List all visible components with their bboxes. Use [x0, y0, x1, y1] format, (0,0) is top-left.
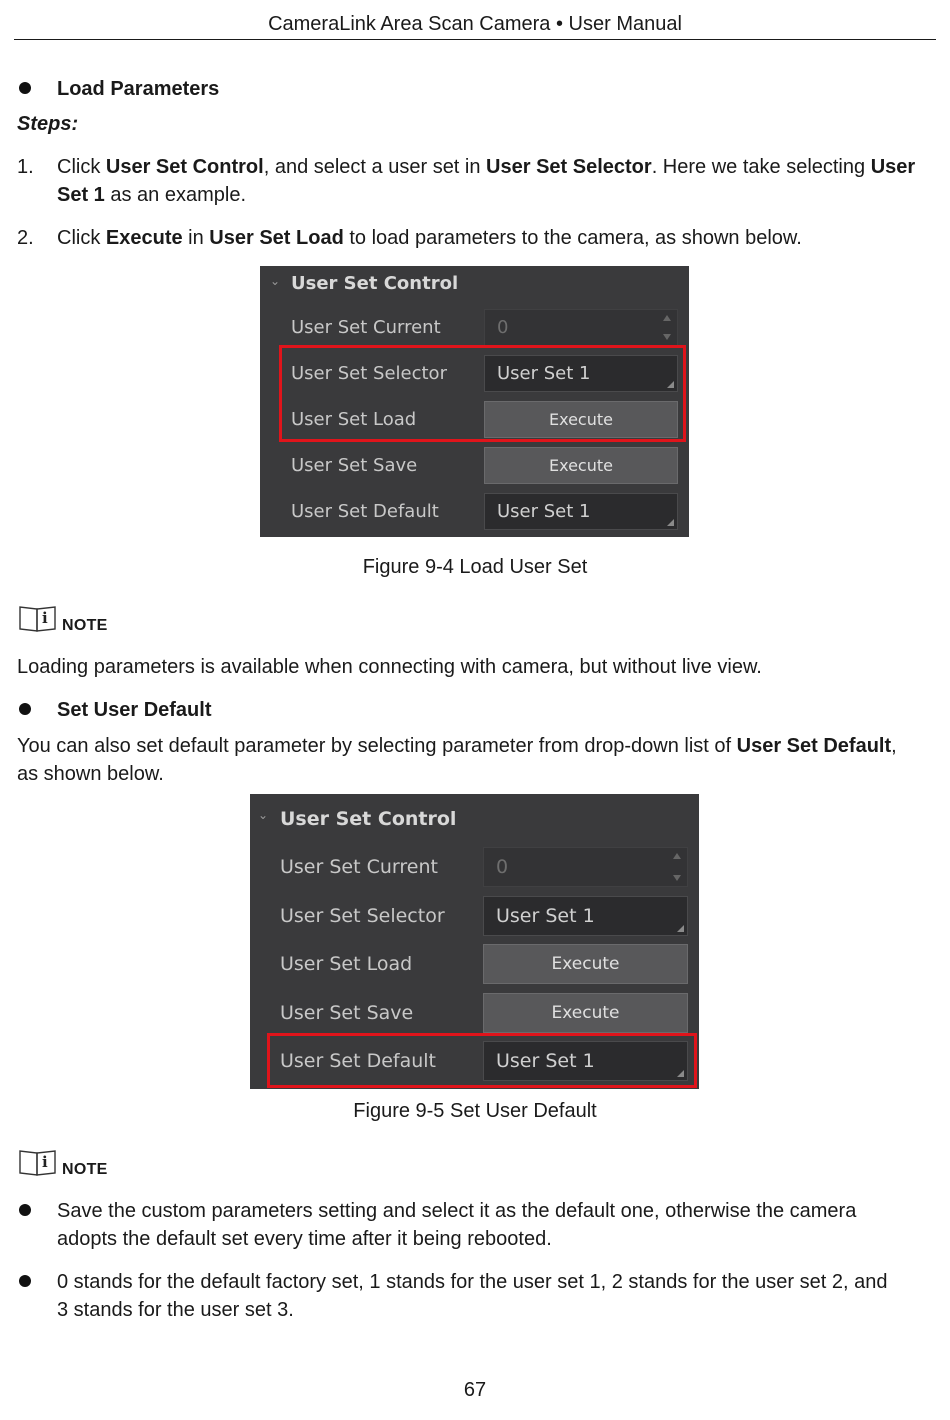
svg-text:i: i — [42, 1153, 48, 1171]
user-set-load-execute-button[interactable]: Execute — [483, 944, 688, 984]
user-set-default-label: User Set Default — [291, 501, 439, 522]
step-2-text: Click Execute in User Set Load to load parameters to the camera, as shown below. — [57, 227, 802, 249]
bullet-icon — [19, 1275, 31, 1287]
user-set-current-label: User Set Current — [280, 856, 438, 878]
user-set-save-execute-button[interactable]: Execute — [484, 447, 678, 484]
step-number: 2. — [17, 227, 34, 249]
spin-up-icon — [663, 315, 671, 321]
note-label: NOTE — [62, 1161, 108, 1178]
note-text: Loading parameters is available when connecting with camera, but without live view. — [17, 656, 762, 678]
note-bullet-2-line-2: 3 stands for the user set 3. — [57, 1299, 294, 1321]
note-label: NOTE — [62, 617, 108, 634]
user-set-load-label: User Set Load — [280, 953, 413, 975]
running-header: CameraLink Area Scan Camera • User Manual — [268, 13, 682, 35]
paragraph-line-1: You can also set default parameter by selecting parameter from drop-down list of User Set Default, — [17, 735, 897, 757]
user-set-current-label: User Set Current — [291, 317, 441, 338]
bullet-icon — [19, 1204, 31, 1216]
paragraph-line-2: as shown below. — [17, 763, 164, 785]
steps-label: Steps: — [17, 113, 79, 135]
highlight-box — [267, 1033, 697, 1088]
figure-caption: Figure 9-5 Set User Default — [353, 1100, 597, 1122]
user-set-default-dropdown[interactable] — [484, 493, 678, 530]
user-set-current-spinbox — [483, 847, 688, 887]
user-set-control-panel-load — [260, 266, 689, 537]
header-rule — [14, 39, 936, 40]
user-set-selector-label: User Set Selector — [280, 905, 445, 927]
user-set-selector-value: User Set 1 — [496, 905, 595, 927]
chevron-down-icon[interactable]: ⌄ — [258, 808, 269, 822]
user-set-control-panel-default — [250, 794, 699, 1089]
note-bullet-1-line-1: Save the custom parameters setting and select it as the default one, otherwise the camera — [57, 1200, 857, 1222]
dropdown-corner-icon — [667, 519, 674, 526]
user-set-save-execute-button[interactable]: Execute — [483, 993, 688, 1033]
panel-title: User Set Control — [291, 273, 459, 294]
user-set-current-value: 0 — [497, 317, 509, 338]
user-set-default-label: User Set Default — [280, 1050, 437, 1072]
step-1-line-1: Click User Set Control, and select a user set in User Set Selector. Here we take selecting User — [57, 156, 916, 178]
user-set-default-value: User Set 1 — [497, 501, 591, 522]
step-number: 1. — [17, 156, 34, 178]
note-bullet-2-line-1: 0 stands for the default factory set, 1 stands for the user set 1, 2 stands for the user set 2, and — [57, 1271, 888, 1293]
chevron-down-icon[interactable]: ⌄ — [270, 274, 281, 288]
highlight-box — [279, 345, 686, 442]
dropdown-corner-icon — [677, 925, 684, 932]
user-set-selector-label: User Set Selector — [291, 363, 447, 384]
spin-down-icon — [663, 334, 671, 340]
bullet-icon — [19, 703, 31, 715]
svg-text:i: i — [42, 609, 48, 627]
user-set-default-value: User Set 1 — [496, 1050, 595, 1072]
step-1-line-2: Set 1 as an example. — [57, 184, 247, 206]
page-number: 67 — [463, 1379, 487, 1401]
user-set-load-execute-button[interactable]: Execute — [484, 401, 678, 438]
panel-title: User Set Control — [280, 808, 457, 830]
user-set-selector-value: User Set 1 — [497, 363, 591, 384]
note-book-icon — [18, 603, 58, 633]
spin-up-icon — [673, 853, 681, 859]
user-set-load-label: User Set Load — [291, 409, 417, 430]
user-set-save-label: User Set Save — [291, 455, 418, 476]
bullet-icon — [19, 82, 31, 94]
user-set-current-value: 0 — [496, 856, 509, 878]
section-heading-default: Set User Default — [57, 699, 212, 721]
note-book-icon — [18, 1147, 58, 1177]
spin-down-icon — [673, 875, 681, 881]
section-heading-load: Load Parameters — [57, 78, 220, 100]
note-bullet-1-line-2: adopts the default set every time after it being rebooted. — [57, 1228, 552, 1250]
figure-caption: Figure 9-4 Load User Set — [362, 556, 588, 578]
user-set-selector-dropdown[interactable] — [483, 896, 688, 936]
user-set-save-label: User Set Save — [280, 1002, 414, 1024]
user-set-current-spinbox — [484, 309, 678, 346]
